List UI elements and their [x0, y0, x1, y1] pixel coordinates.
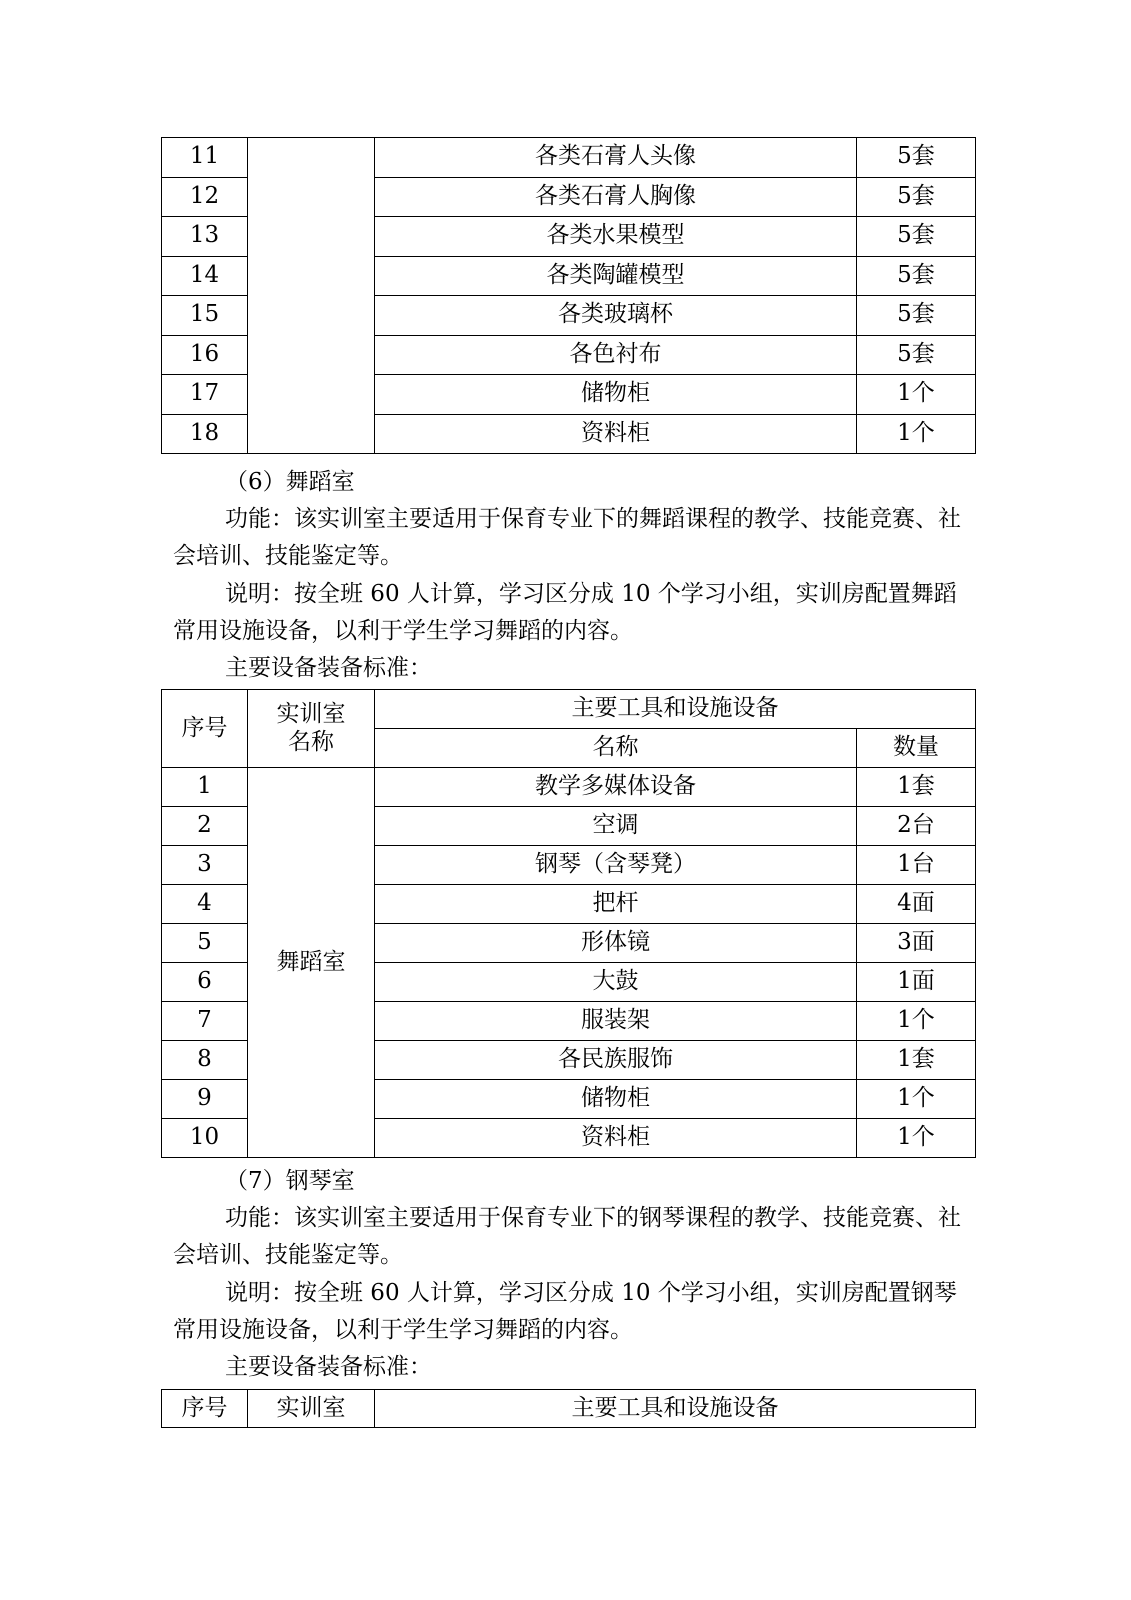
row-no: 17 — [162, 375, 248, 415]
row-name: 空调 — [375, 807, 857, 846]
row-name: 储物柜 — [375, 375, 857, 415]
room-cell — [248, 138, 375, 454]
row-name: 钢琴（含琴凳） — [375, 846, 857, 885]
row-name: 教学多媒体设备 — [375, 768, 857, 807]
equipment-table-continued — [161, 137, 976, 454]
row-name: 大鼓 — [375, 963, 857, 1002]
row-no: 8 — [162, 1041, 248, 1080]
row-qty: 1面 — [857, 963, 976, 1002]
section-6-standard: 主要设备装备标准： — [225, 655, 432, 681]
row-qty: 1个 — [857, 1002, 976, 1041]
row-name: 各类石膏人头像 — [375, 138, 857, 178]
row-no: 11 — [162, 138, 248, 178]
row-no: 5 — [162, 924, 248, 963]
header-qty: 数量 — [857, 729, 976, 768]
row-no: 2 — [162, 807, 248, 846]
row-no: 14 — [162, 256, 248, 296]
row-no: 6 — [162, 963, 248, 1002]
header-room: 实训室 — [248, 1390, 375, 1428]
row-qty: 5套 — [857, 256, 976, 296]
row-no: 3 — [162, 846, 248, 885]
row-qty: 1套 — [857, 1041, 976, 1080]
row-no: 4 — [162, 885, 248, 924]
row-qty: 1台 — [857, 846, 976, 885]
section-6-function: 功能：该实训室主要适用于保育专业下的舞蹈课程的教学、技能竞赛、社会培训、技能鉴定等。 — [173, 506, 961, 569]
section-6-heading: （6）舞蹈室 — [225, 469, 355, 495]
row-no: 7 — [162, 1002, 248, 1041]
row-qty: 1套 — [857, 768, 976, 807]
row-name: 各民族服饰 — [375, 1041, 857, 1080]
table-row — [162, 768, 976, 807]
row-qty: 1个 — [857, 414, 976, 454]
header-room-line2: 名称 — [288, 728, 334, 755]
row-name: 各类陶罐模型 — [375, 256, 857, 296]
section-7-standard: 主要设备装备标准： — [225, 1354, 432, 1380]
row-qty: 5套 — [857, 217, 976, 257]
row-qty: 4面 — [857, 885, 976, 924]
row-no: 10 — [162, 1119, 248, 1158]
row-name: 资料柜 — [375, 414, 857, 454]
row-name: 各类水果模型 — [375, 217, 857, 257]
header-room-line1: 实训室 — [276, 700, 346, 727]
row-qty: 5套 — [857, 296, 976, 336]
row-name: 各色衬布 — [375, 335, 857, 375]
section-7-heading: （7）钢琴室 — [225, 1168, 355, 1194]
row-qty: 5套 — [857, 138, 976, 178]
row-qty: 2台 — [857, 807, 976, 846]
table-row — [162, 138, 976, 178]
row-no: 16 — [162, 335, 248, 375]
row-no: 1 — [162, 768, 248, 807]
header-no: 序号 — [162, 1390, 248, 1428]
row-no: 13 — [162, 217, 248, 257]
section-6-note: 说明：按全班 60 人计算，学习区分成 10 个学习小组，实训房配置舞蹈常用设施设备，以利于学生学习舞蹈的内容。 — [173, 581, 957, 644]
row-no: 12 — [162, 177, 248, 217]
room-cell: 舞蹈室 — [248, 768, 375, 1158]
header-group: 主要工具和设施设备 — [375, 690, 976, 729]
row-name: 各类石膏人胸像 — [375, 177, 857, 217]
row-no: 9 — [162, 1080, 248, 1119]
row-no: 18 — [162, 414, 248, 454]
row-qty: 3面 — [857, 924, 976, 963]
row-qty: 1个 — [857, 1080, 976, 1119]
row-qty: 5套 — [857, 177, 976, 217]
section-7-note: 说明：按全班 60 人计算，学习区分成 10 个学习小组，实训房配置钢琴常用设施设备，以利于学生学习舞蹈的内容。 — [173, 1280, 957, 1343]
row-name: 资料柜 — [375, 1119, 857, 1158]
piano-room-equipment-table — [161, 1389, 976, 1428]
row-name: 把杆 — [375, 885, 857, 924]
row-qty: 1个 — [857, 375, 976, 415]
row-name: 服装架 — [375, 1002, 857, 1041]
header-room — [248, 690, 375, 768]
row-name: 储物柜 — [375, 1080, 857, 1119]
row-qty: 5套 — [857, 335, 976, 375]
row-name: 各类玻璃杯 — [375, 296, 857, 336]
header-name: 名称 — [375, 729, 857, 768]
row-qty: 1个 — [857, 1119, 976, 1158]
header-group: 主要工具和设施设备 — [375, 1390, 976, 1428]
dance-room-equipment-table — [161, 689, 976, 1158]
header-no: 序号 — [162, 690, 248, 768]
row-no: 15 — [162, 296, 248, 336]
section-7-function: 功能：该实训室主要适用于保育专业下的钢琴课程的教学、技能竞赛、社会培训、技能鉴定等。 — [173, 1205, 961, 1268]
row-name: 形体镜 — [375, 924, 857, 963]
